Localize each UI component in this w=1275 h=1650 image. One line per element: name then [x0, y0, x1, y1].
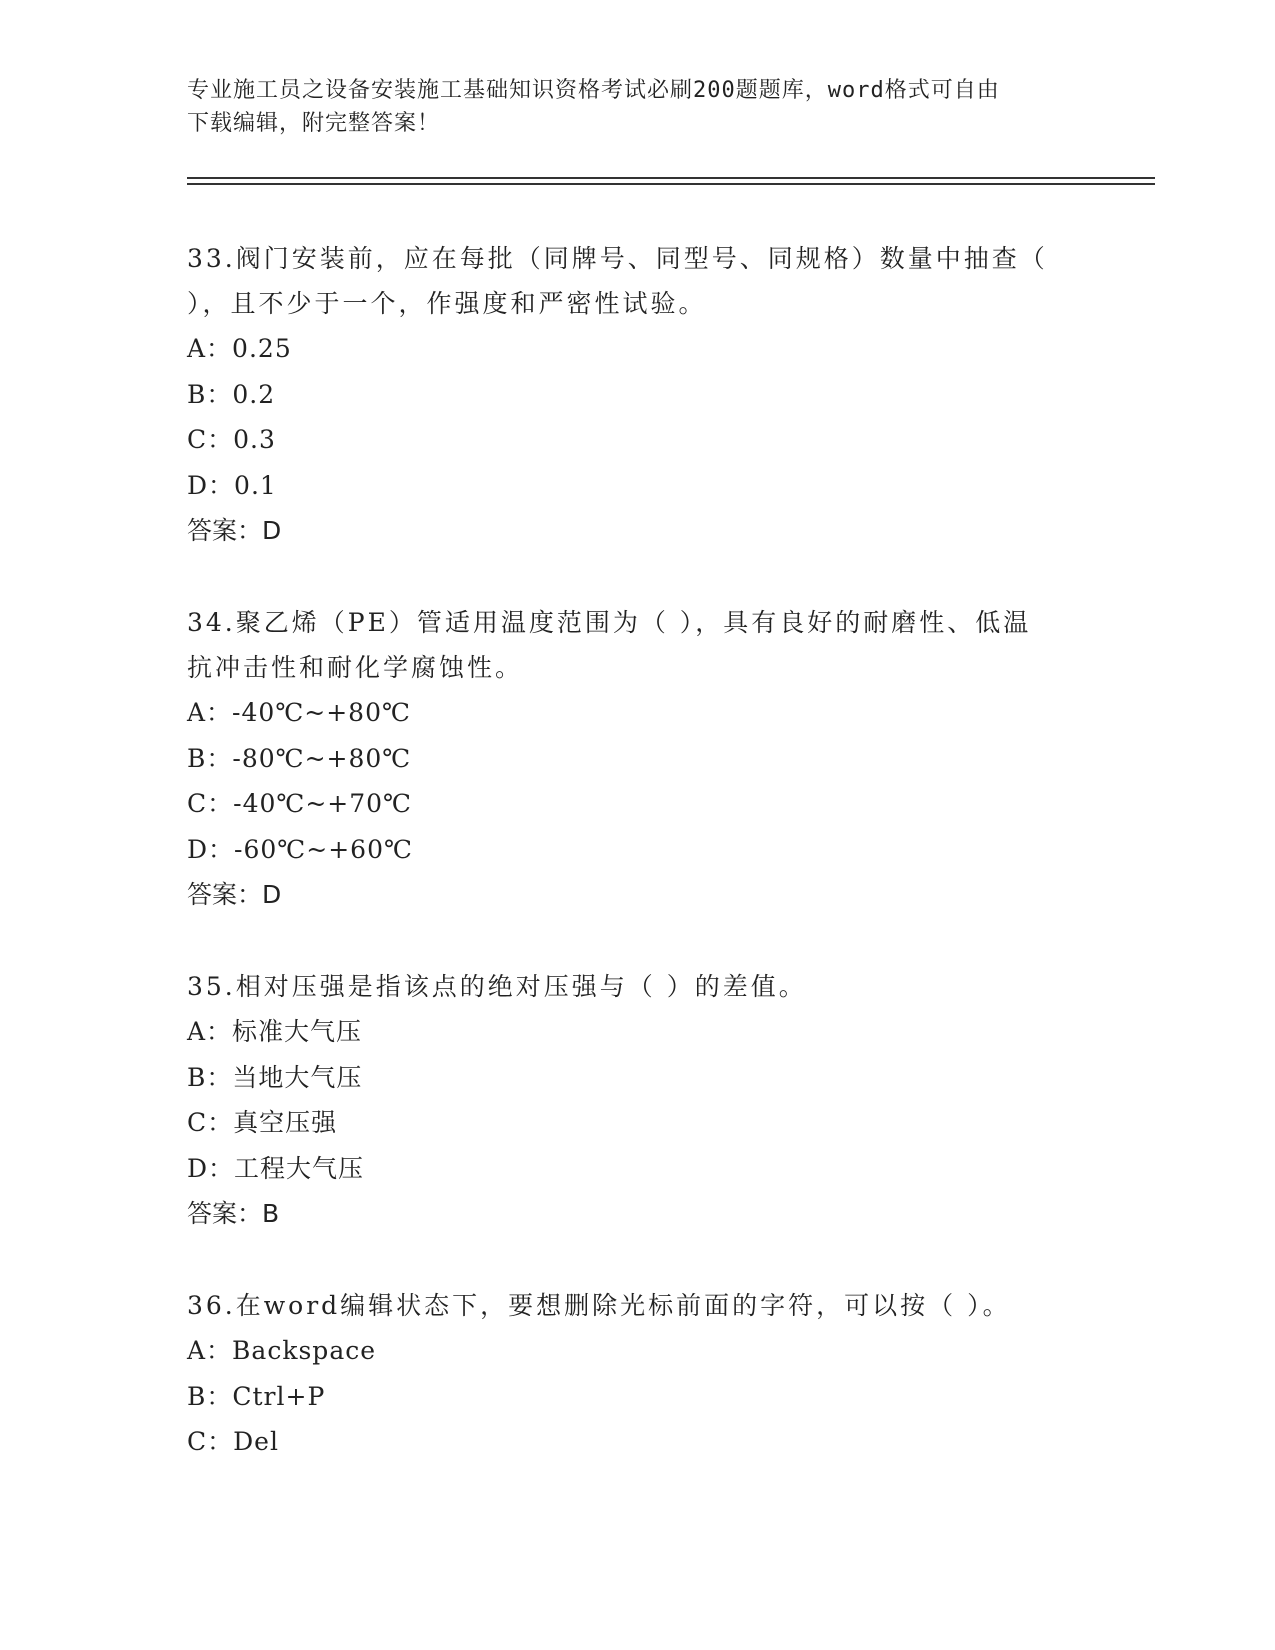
answer-line: 答案：B [187, 1199, 280, 1228]
option-c: C：真空压强 [187, 1108, 338, 1137]
option-a: A：-40℃~+80℃ [187, 698, 411, 727]
question-34 [187, 600, 1087, 917]
option-b: B：0.2 [187, 379, 276, 409]
option-d: D：0.1 [187, 470, 277, 500]
header-line-1: 专业施工员之设备安装施工基础知识资格考试必刷200题题库，word格式可自由 [187, 78, 1000, 103]
question-stem-line: 35.相对压强是指该点的绝对压强与（ ）的差值。 [187, 972, 807, 1001]
option-c: C：0.3 [187, 425, 276, 454]
question-35 [187, 964, 1087, 1236]
question-33 [187, 236, 1087, 553]
option-d: D：-60℃~+60℃ [187, 834, 413, 864]
option-a: A：0.25 [187, 334, 292, 363]
document-header [187, 74, 1067, 140]
option-b: B：Ctrl+P [187, 1381, 326, 1411]
header-line-2: 下载编辑，附完整答案！ [187, 111, 441, 136]
option-c: C：Del [187, 1427, 279, 1456]
question-stem-line: 抗冲击性和耐化学腐蚀性。 [187, 653, 524, 682]
option-d: D：工程大气压 [187, 1153, 365, 1183]
question-stem-line: 33.阀门安装前，应在每批（同牌号、同型号、同规格）数量中抽查（ [187, 244, 1048, 273]
header-divider-top [187, 177, 1155, 179]
option-a: A：标准大气压 [187, 1017, 363, 1046]
answer-line: 答案：D [187, 880, 282, 909]
option-b: B：当地大气压 [187, 1062, 363, 1092]
option-c: C：-40℃~+70℃ [187, 789, 413, 818]
question-stem-line: 36.在word编辑状态下，要想删除光标前面的字符，可以按（ ）。 [187, 1291, 1011, 1320]
question-36 [187, 1283, 1087, 1465]
option-b: B：-80℃~+80℃ [187, 743, 412, 773]
option-a: A：Backspace [187, 1336, 377, 1365]
header-divider-bottom [187, 183, 1155, 185]
question-stem-line: 34.聚乙烯（PE）管适用温度范围为（ ），具有良好的耐磨性、低温 [187, 608, 1032, 637]
answer-line: 答案：D [187, 516, 282, 545]
question-stem-line: ），且不少于一个，作强度和严密性试验。 [187, 289, 707, 318]
